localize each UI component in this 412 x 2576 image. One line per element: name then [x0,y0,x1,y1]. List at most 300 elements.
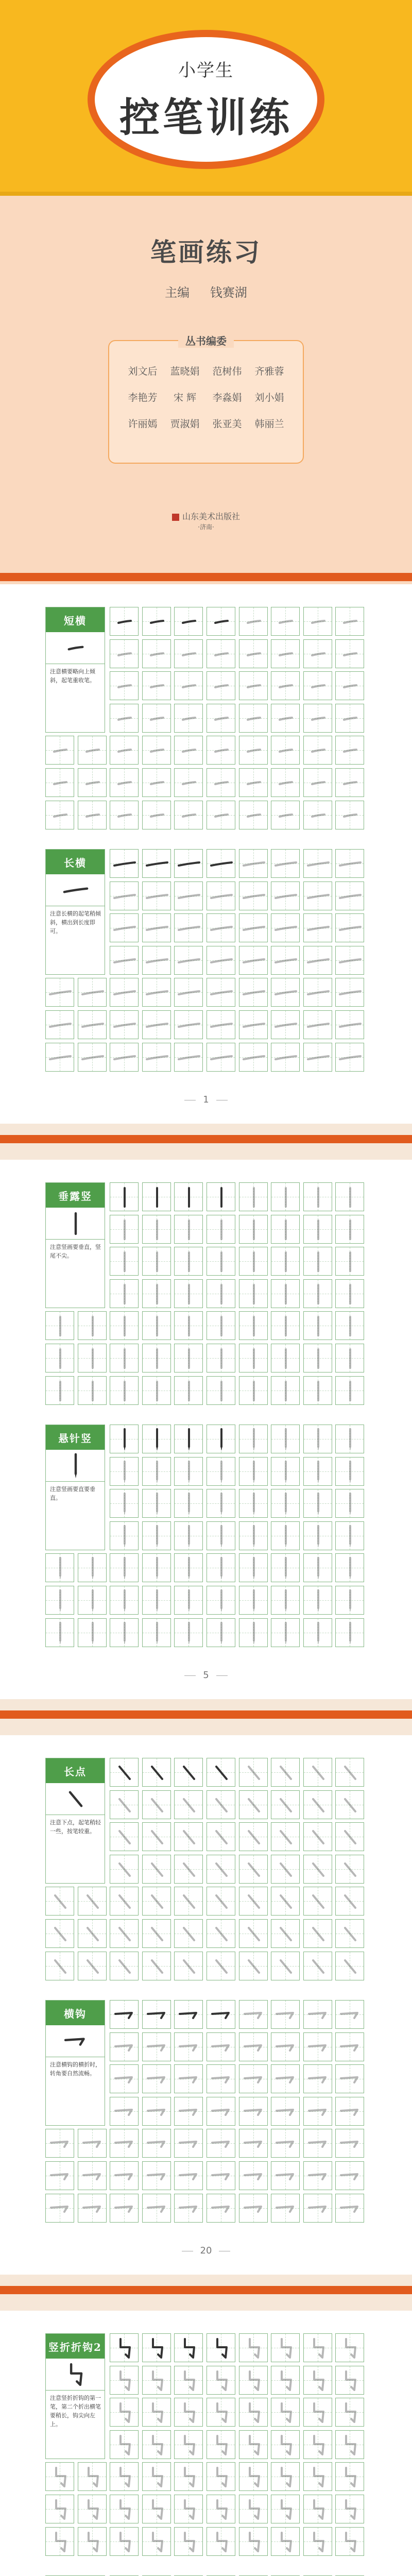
practice-cell[interactable] [110,2366,139,2395]
practice-cell[interactable] [271,1521,300,1550]
practice-cell[interactable] [207,849,235,878]
practice-cell[interactable] [271,2398,300,2427]
practice-cell[interactable] [174,768,203,797]
practice-cell[interactable] [110,2097,139,2126]
practice-cell[interactable] [207,1043,235,1072]
practice-cell[interactable] [303,2430,332,2459]
practice-cell[interactable] [174,2161,203,2190]
practice-cell[interactable] [239,1215,268,1244]
practice-cell[interactable] [110,1182,139,1211]
practice-cell[interactable] [303,2398,332,2427]
practice-cell[interactable] [239,2064,268,2093]
practice-cell[interactable] [239,639,268,668]
practice-cell[interactable] [239,1425,268,1453]
practice-cell[interactable] [239,1790,268,1819]
practice-cell[interactable] [335,2000,364,2029]
practice-cell[interactable] [174,671,203,700]
practice-cell[interactable] [78,1919,107,1948]
practice-cell[interactable] [78,2194,107,2223]
practice-cell[interactable] [271,882,300,910]
practice-cell[interactable] [271,607,300,636]
practice-cell[interactable] [78,1618,107,1647]
practice-cell[interactable] [303,1279,332,1308]
practice-cell[interactable] [174,1215,203,1244]
practice-cell[interactable] [110,1758,139,1787]
practice-cell[interactable] [335,1790,364,1819]
practice-cell[interactable] [303,671,332,700]
practice-cell[interactable] [78,736,107,765]
practice-cell[interactable] [207,946,235,975]
practice-cell[interactable] [142,1279,171,1308]
practice-cell[interactable] [142,1247,171,1276]
practice-cell[interactable] [335,1758,364,1787]
practice-cell[interactable] [142,978,171,1007]
practice-cell[interactable] [110,2398,139,2427]
practice-cell[interactable] [142,1586,171,1615]
practice-cell[interactable] [207,1376,235,1405]
practice-cell[interactable] [174,2194,203,2223]
practice-cell[interactable] [303,1887,332,1916]
practice-cell[interactable] [142,2333,171,2362]
practice-cell[interactable] [335,2194,364,2223]
practice-cell[interactable] [239,768,268,797]
practice-cell[interactable] [207,2000,235,2029]
practice-cell[interactable] [174,2097,203,2126]
practice-cell[interactable] [335,1586,364,1615]
practice-cell[interactable] [142,2064,171,2093]
practice-cell[interactable] [142,1215,171,1244]
practice-cell[interactable] [207,2194,235,2223]
practice-cell[interactable] [207,1182,235,1211]
practice-cell[interactable] [303,1952,332,1980]
practice-cell[interactable] [110,849,139,878]
practice-cell[interactable] [271,1586,300,1615]
practice-cell[interactable] [271,704,300,733]
practice-cell[interactable] [78,978,107,1007]
practice-cell[interactable] [335,671,364,700]
practice-cell[interactable] [110,882,139,910]
practice-cell[interactable] [239,1822,268,1851]
practice-cell[interactable] [110,639,139,668]
practice-cell[interactable] [110,1887,139,1916]
practice-cell[interactable] [239,801,268,829]
practice-cell[interactable] [271,1215,300,1244]
practice-cell[interactable] [142,1758,171,1787]
practice-cell[interactable] [207,704,235,733]
practice-cell[interactable] [239,2032,268,2061]
practice-cell[interactable] [110,1855,139,1884]
practice-cell[interactable] [110,1919,139,1948]
practice-cell[interactable] [110,946,139,975]
practice-cell[interactable] [271,1457,300,1486]
practice-cell[interactable] [45,1919,74,1948]
practice-cell[interactable] [174,607,203,636]
practice-cell[interactable] [174,1586,203,1615]
practice-cell[interactable] [142,1425,171,1453]
practice-cell[interactable] [207,1279,235,1308]
practice-cell[interactable] [45,2194,74,2223]
practice-cell[interactable] [110,1822,139,1851]
practice-cell[interactable] [303,1919,332,1948]
practice-cell[interactable] [174,1855,203,1884]
practice-cell[interactable] [174,882,203,910]
practice-cell[interactable] [207,1553,235,1582]
practice-cell[interactable] [174,946,203,975]
practice-cell[interactable] [303,1758,332,1787]
practice-cell[interactable] [303,736,332,765]
practice-cell[interactable] [303,2032,332,2061]
practice-cell[interactable] [303,849,332,878]
practice-cell[interactable] [335,1043,364,1072]
practice-cell[interactable] [271,1887,300,1916]
practice-cell[interactable] [303,2495,332,2523]
practice-cell[interactable] [271,1311,300,1340]
practice-cell[interactable] [78,1010,107,1039]
practice-cell[interactable] [335,2161,364,2190]
practice-cell[interactable] [174,1952,203,1980]
practice-cell[interactable] [335,2129,364,2158]
practice-cell[interactable] [239,1489,268,1518]
practice-cell[interactable] [335,1553,364,1582]
practice-cell[interactable] [78,1887,107,1916]
practice-cell[interactable] [78,1586,107,1615]
practice-cell[interactable] [271,1553,300,1582]
practice-cell[interactable] [78,1043,107,1072]
practice-cell[interactable] [271,978,300,1007]
practice-cell[interactable] [110,704,139,733]
practice-cell[interactable] [207,736,235,765]
practice-cell[interactable] [239,849,268,878]
practice-cell[interactable] [303,913,332,942]
practice-cell[interactable] [303,2194,332,2223]
practice-cell[interactable] [303,2000,332,2029]
practice-cell[interactable] [142,768,171,797]
practice-cell[interactable] [142,2032,171,2061]
practice-cell[interactable] [142,2097,171,2126]
practice-cell[interactable] [303,704,332,733]
practice-cell[interactable] [45,1952,74,1980]
practice-cell[interactable] [303,2462,332,2491]
practice-cell[interactable] [335,1887,364,1916]
practice-cell[interactable] [207,1457,235,1486]
practice-cell[interactable] [207,1521,235,1550]
practice-cell[interactable] [45,2129,74,2158]
practice-cell[interactable] [110,2161,139,2190]
practice-cell[interactable] [110,1215,139,1244]
practice-cell[interactable] [110,1457,139,1486]
practice-cell[interactable] [239,2495,268,2523]
practice-cell[interactable] [207,2161,235,2190]
practice-cell[interactable] [207,978,235,1007]
practice-cell[interactable] [207,1855,235,1884]
practice-cell[interactable] [142,1489,171,1518]
practice-cell[interactable] [271,849,300,878]
practice-cell[interactable] [303,2097,332,2126]
practice-cell[interactable] [110,2064,139,2093]
practice-cell[interactable] [335,978,364,1007]
practice-cell[interactable] [174,1279,203,1308]
practice-cell[interactable] [110,1344,139,1372]
practice-cell[interactable] [110,2194,139,2223]
practice-cell[interactable] [335,2495,364,2523]
practice-cell[interactable] [174,1376,203,1405]
practice-cell[interactable] [271,2064,300,2093]
practice-cell[interactable] [110,2032,139,2061]
practice-cell[interactable] [335,849,364,878]
practice-cell[interactable] [335,1010,364,1039]
practice-cell[interactable] [142,2398,171,2427]
practice-cell[interactable] [207,2097,235,2126]
practice-cell[interactable] [303,2366,332,2395]
practice-cell[interactable] [335,1215,364,1244]
practice-cell[interactable] [335,946,364,975]
practice-cell[interactable] [271,2194,300,2223]
practice-cell[interactable] [239,2000,268,2029]
practice-cell[interactable] [110,1553,139,1582]
practice-cell[interactable] [303,1043,332,1072]
practice-cell[interactable] [45,1553,74,1582]
practice-cell[interactable] [271,2527,300,2556]
practice-cell[interactable] [207,1311,235,1340]
practice-cell[interactable] [174,2366,203,2395]
practice-cell[interactable] [239,2161,268,2190]
practice-cell[interactable] [174,736,203,765]
practice-cell[interactable] [110,736,139,765]
practice-cell[interactable] [271,768,300,797]
practice-cell[interactable] [142,2527,171,2556]
practice-cell[interactable] [207,2398,235,2427]
practice-cell[interactable] [142,913,171,942]
practice-cell[interactable] [239,882,268,910]
practice-cell[interactable] [110,671,139,700]
practice-cell[interactable] [174,1758,203,1787]
practice-cell[interactable] [142,946,171,975]
practice-cell[interactable] [110,2462,139,2491]
practice-cell[interactable] [271,913,300,942]
practice-cell[interactable] [239,1952,268,1980]
practice-cell[interactable] [207,2430,235,2459]
practice-cell[interactable] [239,736,268,765]
practice-cell[interactable] [207,639,235,668]
practice-cell[interactable] [303,1618,332,1647]
practice-cell[interactable] [335,2032,364,2061]
practice-cell[interactable] [45,736,74,765]
practice-cell[interactable] [303,1311,332,1340]
practice-cell[interactable] [45,1043,74,1072]
practice-cell[interactable] [174,1457,203,1486]
practice-cell[interactable] [207,671,235,700]
practice-cell[interactable] [78,2527,107,2556]
practice-cell[interactable] [239,671,268,700]
practice-cell[interactable] [110,1521,139,1550]
practice-cell[interactable] [142,1618,171,1647]
practice-cell[interactable] [239,1553,268,1582]
practice-cell[interactable] [142,849,171,878]
practice-cell[interactable] [110,1010,139,1039]
practice-cell[interactable] [110,1618,139,1647]
practice-cell[interactable] [303,2129,332,2158]
practice-cell[interactable] [303,1010,332,1039]
practice-cell[interactable] [142,1919,171,1948]
practice-cell[interactable] [207,882,235,910]
practice-cell[interactable] [271,639,300,668]
practice-cell[interactable] [239,2333,268,2362]
practice-cell[interactable] [174,849,203,878]
practice-cell[interactable] [45,2462,74,2491]
practice-cell[interactable] [207,1489,235,1518]
practice-cell[interactable] [239,2430,268,2459]
practice-cell[interactable] [303,2161,332,2190]
practice-cell[interactable] [142,2366,171,2395]
practice-cell[interactable] [142,607,171,636]
practice-cell[interactable] [303,2333,332,2362]
practice-cell[interactable] [271,1279,300,1308]
practice-cell[interactable] [45,801,74,829]
practice-cell[interactable] [335,2366,364,2395]
practice-cell[interactable] [142,1344,171,1372]
practice-cell[interactable] [239,1182,268,1211]
practice-cell[interactable] [174,639,203,668]
practice-cell[interactable] [110,2527,139,2556]
practice-cell[interactable] [45,1010,74,1039]
practice-cell[interactable] [45,1618,74,1647]
practice-cell[interactable] [174,2398,203,2427]
practice-cell[interactable] [271,2032,300,2061]
practice-cell[interactable] [335,2097,364,2126]
practice-cell[interactable] [142,1855,171,1884]
practice-cell[interactable] [335,607,364,636]
practice-cell[interactable] [335,1344,364,1372]
practice-cell[interactable] [174,1425,203,1453]
practice-cell[interactable] [207,1010,235,1039]
practice-cell[interactable] [142,736,171,765]
practice-cell[interactable] [174,1043,203,1072]
practice-cell[interactable] [174,2129,203,2158]
practice-cell[interactable] [78,1344,107,1372]
practice-cell[interactable] [271,1344,300,1372]
practice-cell[interactable] [207,2032,235,2061]
practice-cell[interactable] [303,1425,332,1453]
practice-cell[interactable] [110,2129,139,2158]
practice-cell[interactable] [174,2430,203,2459]
practice-cell[interactable] [239,1521,268,1550]
practice-cell[interactable] [207,1919,235,1948]
practice-cell[interactable] [174,1790,203,1819]
practice-cell[interactable] [110,1952,139,1980]
practice-cell[interactable] [335,1247,364,1276]
practice-cell[interactable] [174,2000,203,2029]
practice-cell[interactable] [335,1457,364,1486]
practice-cell[interactable] [174,913,203,942]
practice-cell[interactable] [239,607,268,636]
practice-cell[interactable] [239,913,268,942]
practice-cell[interactable] [207,1952,235,1980]
practice-cell[interactable] [110,768,139,797]
practice-cell[interactable] [142,2000,171,2029]
practice-cell[interactable] [207,2527,235,2556]
practice-cell[interactable] [271,1247,300,1276]
practice-cell[interactable] [110,2430,139,2459]
practice-cell[interactable] [45,2161,74,2190]
practice-cell[interactable] [239,1010,268,1039]
practice-cell[interactable] [142,882,171,910]
practice-cell[interactable] [303,1790,332,1819]
practice-cell[interactable] [335,1489,364,1518]
practice-cell[interactable] [45,2527,74,2556]
practice-cell[interactable] [110,607,139,636]
practice-cell[interactable] [174,2527,203,2556]
practice-cell[interactable] [239,1758,268,1787]
practice-cell[interactable] [335,1618,364,1647]
practice-cell[interactable] [207,1758,235,1787]
practice-cell[interactable] [174,1344,203,1372]
practice-cell[interactable] [271,1919,300,1948]
practice-cell[interactable] [271,1758,300,1787]
practice-cell[interactable] [142,1376,171,1405]
practice-cell[interactable] [207,1215,235,1244]
practice-cell[interactable] [174,704,203,733]
practice-cell[interactable] [207,2129,235,2158]
practice-cell[interactable] [271,1855,300,1884]
practice-cell[interactable] [110,1279,139,1308]
practice-cell[interactable] [207,1618,235,1647]
practice-cell[interactable] [45,1344,74,1372]
practice-cell[interactable] [271,2462,300,2491]
practice-cell[interactable] [142,639,171,668]
practice-cell[interactable] [239,1279,268,1308]
practice-cell[interactable] [142,1182,171,1211]
practice-cell[interactable] [335,1311,364,1340]
practice-cell[interactable] [207,1790,235,1819]
practice-cell[interactable] [174,1919,203,1948]
practice-cell[interactable] [207,2366,235,2395]
practice-cell[interactable] [45,2495,74,2523]
practice-cell[interactable] [303,882,332,910]
practice-cell[interactable] [142,2129,171,2158]
practice-cell[interactable] [303,1855,332,1884]
practice-cell[interactable] [303,1521,332,1550]
practice-cell[interactable] [110,1043,139,1072]
practice-cell[interactable] [335,1425,364,1453]
practice-cell[interactable] [142,704,171,733]
practice-cell[interactable] [142,1521,171,1550]
practice-cell[interactable] [45,1376,74,1405]
practice-cell[interactable] [239,2097,268,2126]
practice-cell[interactable] [335,736,364,765]
practice-cell[interactable] [271,736,300,765]
practice-cell[interactable] [303,2527,332,2556]
practice-cell[interactable] [78,768,107,797]
practice-cell[interactable] [142,1553,171,1582]
practice-cell[interactable] [271,1618,300,1647]
practice-cell[interactable] [110,1790,139,1819]
practice-cell[interactable] [303,607,332,636]
practice-cell[interactable] [45,1586,74,1615]
practice-cell[interactable] [271,2161,300,2190]
practice-cell[interactable] [78,2161,107,2190]
practice-cell[interactable] [78,1553,107,1582]
practice-cell[interactable] [271,2495,300,2523]
practice-cell[interactable] [78,2462,107,2491]
practice-cell[interactable] [174,1311,203,1340]
practice-cell[interactable] [110,2495,139,2523]
practice-cell[interactable] [271,1010,300,1039]
practice-cell[interactable] [335,801,364,829]
practice-cell[interactable] [142,1887,171,1916]
practice-cell[interactable] [271,2097,300,2126]
practice-cell[interactable] [142,2161,171,2190]
practice-cell[interactable] [303,1822,332,1851]
